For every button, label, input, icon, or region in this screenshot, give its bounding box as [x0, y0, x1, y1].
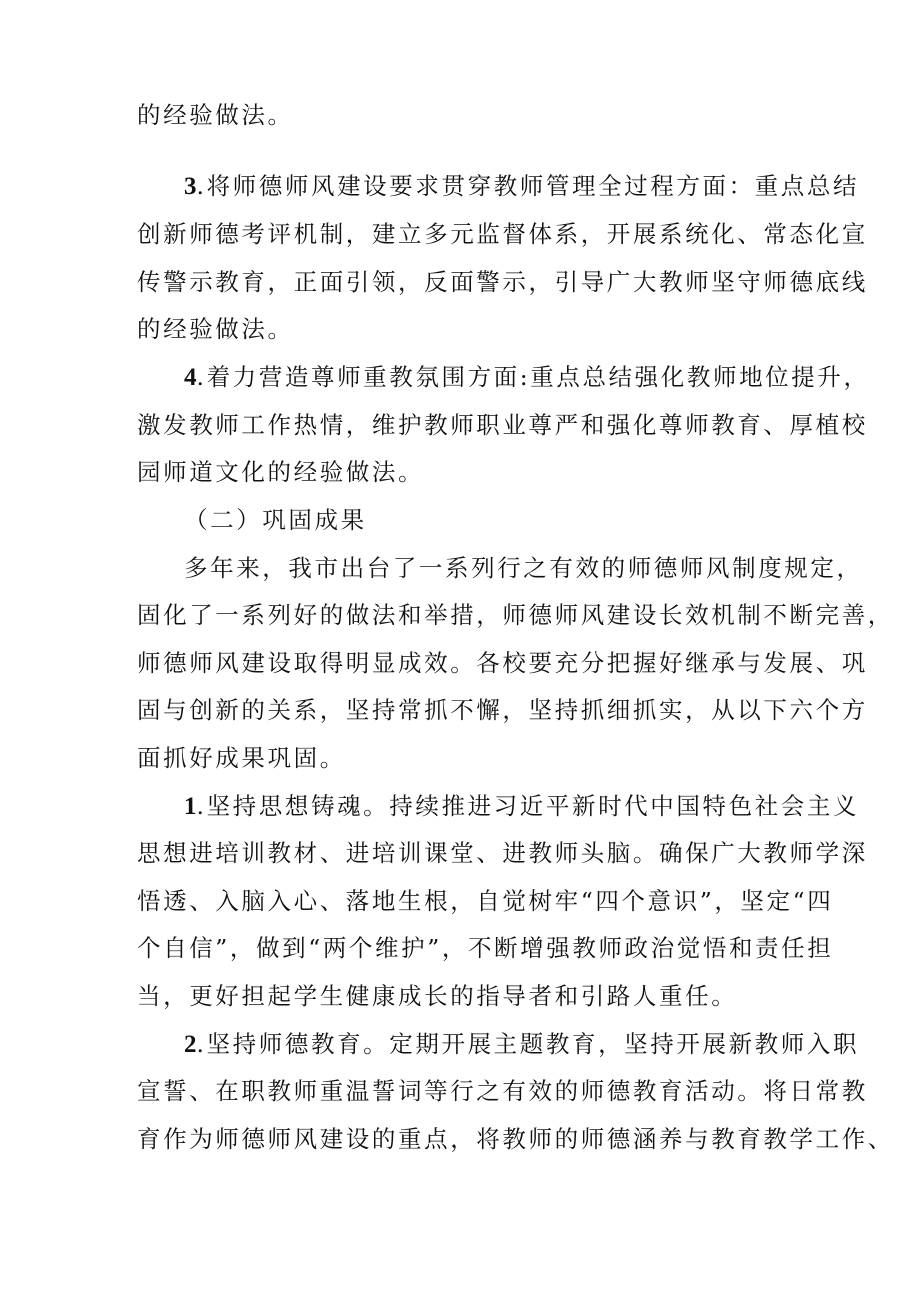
item-number: 1 — [184, 793, 197, 820]
text-line: 师德师风建设取得明显成效。各校要充分把握好继承与发展、巩 — [137, 649, 868, 677]
text-line: 园师道文化的经验做法。 — [137, 458, 425, 486]
text-line: 2.坚持师德教育。定期开展主题教育，坚持开展新教师入职 — [184, 1030, 860, 1058]
text-line: 激发教师工作热情，维护教师职业尊严和强化尊师教育、厚植校 — [137, 411, 868, 439]
text-line: 创新师德考评机制，建立多元监督体系，开展系统化、常态化宣 — [137, 220, 868, 248]
text-line: 个自信”，做到“两个维护”，不断增强教师政治觉悟和责任担 — [137, 934, 834, 962]
text-line: 固化了一系列好的做法和举措，师德师风建设长效机制不断完善， — [137, 601, 894, 629]
text-line: 的经验做法。 — [137, 315, 294, 343]
text-line: 宣誓、在职教师重温誓词等行之有效的师德教育活动。将日常教 — [137, 1077, 868, 1105]
text-line: 育作为师德师风建设的重点，将教师的师德涵养与教育教学工作、 — [137, 1125, 894, 1153]
section-heading: （二）巩固成果 — [184, 506, 367, 534]
text-line: 悟透、入脑入心、落地生根，自觉树牢“四个意识”，坚定“四 — [137, 887, 834, 915]
text-line: 面抓好成果巩固。 — [137, 744, 346, 772]
text-line: 多年来，我市出台了一系列行之有效的师德师风制度规定， — [184, 554, 863, 582]
text-line: 的经验做法。 — [137, 101, 294, 129]
text-line: 传警示教育，正面引领，反面警示，引导广大教师坚守师德底线 — [137, 268, 868, 296]
item-number: 4 — [184, 364, 197, 391]
text-line: 思想进培训教材、进培训课堂、进教师头脑。确保广大教师学深 — [137, 839, 868, 867]
item-number: 3 — [184, 173, 197, 200]
text-line: 4.着力营造尊师重教氛围方面:重点总结强化教师地位提升， — [184, 363, 870, 391]
text-line: 3.将师德师风建设要求贯穿教师管理全过程方面：重点总结 — [184, 172, 860, 200]
text-line: 1.坚持思想铸魂。持续推进习近平新时代中国特色社会主义 — [184, 792, 860, 820]
text-line: 当，更好担起学生健康成长的指导者和引路人重任。 — [137, 982, 738, 1010]
item-number: 2 — [184, 1031, 197, 1058]
text-line: 固与创新的关系，坚持常抓不懈，坚持抓细抓实，从以下六个方 — [137, 696, 868, 724]
